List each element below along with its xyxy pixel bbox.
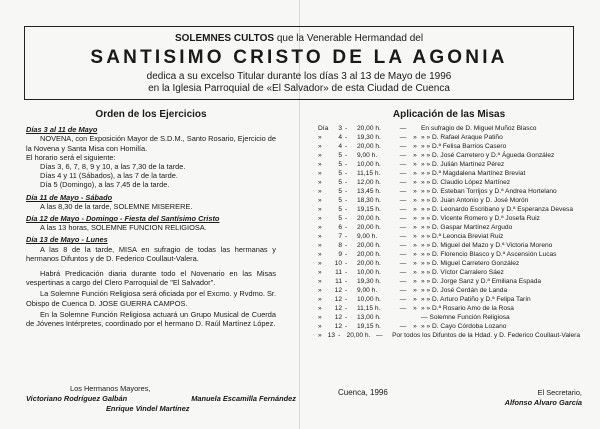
mass-cell-t: 10,00 h. xyxy=(357,161,381,168)
mass-cell-a: » xyxy=(318,323,322,330)
signers-row xyxy=(26,394,296,404)
mass-row xyxy=(318,295,580,304)
mass-cell-q2: » xyxy=(413,278,417,285)
mass-cell-s: - xyxy=(345,125,348,132)
mass-cell-a: » xyxy=(318,278,322,285)
mass-cell-s: - xyxy=(345,278,348,285)
mass-cell-t: 9,00 h. xyxy=(357,233,378,240)
mass-cell-q1: — xyxy=(399,125,407,132)
mass-cell-d: 6 xyxy=(338,224,342,231)
exercises-column xyxy=(26,110,276,328)
mass-cell-q1: — xyxy=(399,215,407,222)
mass-cell-a: » xyxy=(318,170,322,177)
mass-cell-a: » xyxy=(318,296,322,303)
mass-cell-a: » xyxy=(318,251,322,258)
mass-cell-a: » xyxy=(318,260,322,267)
mass-cell-t: 20,00 h. xyxy=(357,224,381,231)
mass-row xyxy=(318,259,580,268)
masses-column xyxy=(318,110,580,340)
mass-cell-s: - xyxy=(345,188,348,195)
mass-cell-t: 19,30 h. xyxy=(357,278,381,285)
mass-cell-q2: » xyxy=(413,161,417,168)
mass-cell-a: » xyxy=(318,215,322,222)
mass-cell-a: » xyxy=(318,242,322,249)
mass-cell-q1: — xyxy=(399,197,407,204)
mass-row xyxy=(318,331,580,340)
mass-cell-a: Día xyxy=(318,125,329,132)
secretary-label: El Secretario, xyxy=(537,388,582,397)
mass-cell-s: - xyxy=(338,332,341,339)
mass-cell-d: 12 xyxy=(334,305,342,312)
mass-cell-s: - xyxy=(345,197,348,204)
mass-row xyxy=(318,205,580,214)
mass-cell-q1: — xyxy=(376,332,383,339)
mass-row xyxy=(318,214,580,223)
mass-cell-t: 10,00 h. xyxy=(357,296,381,303)
mass-cell-a: » xyxy=(318,179,322,186)
mass-row xyxy=(318,133,580,142)
mass-cell-s: - xyxy=(345,260,348,267)
section-heading: Día 12 de Mayo - Domingo - Fiesta del Santísimo Cristo xyxy=(26,214,220,224)
section-text: A las 8,30 de la tarde, SOLEMNE MISERERE. xyxy=(40,201,193,211)
mass-cell-t: 20,00 h. xyxy=(357,215,381,222)
mass-cell-n: » » D. Claudio López Martínez xyxy=(421,179,511,186)
mass-row xyxy=(318,124,580,133)
mass-cell-s: - xyxy=(345,152,348,159)
mass-cell-q1: — xyxy=(399,152,407,159)
header-intro-rest: que la Venerable Hermandad del xyxy=(274,33,424,44)
mass-cell-s: - xyxy=(345,233,348,240)
mass-cell-q1: — xyxy=(399,278,407,285)
mass-cell-a: » xyxy=(318,269,322,276)
mass-cell-s: - xyxy=(345,134,348,141)
mass-cell-q1: — xyxy=(399,251,407,258)
mass-cell-q1: — xyxy=(399,233,407,240)
mass-cell-q1 xyxy=(397,313,409,322)
mass-cell-s: - xyxy=(345,161,348,168)
mass-cell-s: - xyxy=(345,251,348,258)
mass-cell-a: » xyxy=(318,233,322,240)
mass-cell-t: 19,30 h. xyxy=(357,134,381,141)
mass-cell-q2: » xyxy=(413,242,417,249)
section-text: A las 13 horas, SOLEMNE FUNCION RELIGIOSA. xyxy=(40,223,207,233)
signature-right xyxy=(472,388,582,408)
mass-cell-s: - xyxy=(345,269,348,276)
mass-cell-q1: — xyxy=(399,323,407,330)
mass-cell-a: » xyxy=(318,152,322,159)
mass-cell-q1: — xyxy=(399,269,407,276)
exercises-title: Orden de los Ejercicios xyxy=(95,109,207,120)
mass-cell-s: - xyxy=(345,224,348,231)
section-heading: Día 11 de Mayo - Sábado xyxy=(26,192,113,202)
mass-cell-q1: — xyxy=(399,305,407,312)
mass-cell-t: 20,00 h. xyxy=(357,260,381,267)
mass-cell-n: » » D. Esteban Torrijos y D.ª Andrea Hortelano xyxy=(421,188,557,195)
header-dates: dedica a su excelso Titular durante los días 3 al 13 de Mayo de 1996 xyxy=(146,71,452,82)
mass-cell-d: 5 xyxy=(338,170,342,177)
mass-cell-q1: — xyxy=(399,143,407,150)
mass-cell-a: » xyxy=(318,197,322,204)
masses-title: Aplicación de las Misas xyxy=(392,109,506,120)
section-heading: Días 3 al 11 de Mayo xyxy=(26,125,98,135)
mass-cell-t: 10,00 h. xyxy=(357,269,381,276)
mass-row xyxy=(318,250,580,259)
mass-row xyxy=(318,142,580,151)
note-paragraph: Habrá Predicación diaria durante todo el Novenario en las Misas vespertinas a cargo del Clero Parroquial de "El Salvador". xyxy=(26,269,276,288)
mass-cell-q1: — xyxy=(399,224,407,231)
mass-cell-n: » » D.ª Felisa Barrios Casero xyxy=(421,143,507,150)
mass-cell-s: - xyxy=(345,215,348,222)
mass-cell-d: 13 xyxy=(327,332,336,339)
signer-name: Manuela Escamilla Fernández xyxy=(191,394,296,403)
mass-cell-d: 11 xyxy=(335,269,342,276)
mass-cell-t: 11,15 h. xyxy=(357,305,381,312)
mass-cell-t: 20,00 h. xyxy=(357,242,381,249)
mass-cell-d: 5 xyxy=(338,152,342,159)
mass-cell-n: » » D. Miguel Carretero González xyxy=(421,260,520,267)
mass-cell-d: 12 xyxy=(334,314,342,321)
mass-cell-d: 5 xyxy=(338,197,342,204)
mass-cell-t: 20,00 h. xyxy=(346,332,371,339)
schedule-line: Días 4 y 11 (Sábados), a las 7 de la tarde. xyxy=(40,171,178,181)
mass-row xyxy=(318,169,580,178)
mass-cell-t: 20,00 h. xyxy=(357,125,381,132)
section-text: NOVENA, con Exposición Mayor de S.D.M., Santo Rosario, Ejercicio de la Novena y Santa Misa con Homilía. xyxy=(26,134,276,153)
mass-cell-q1: — xyxy=(399,170,407,177)
mass-cell-d: 12 xyxy=(334,296,342,303)
mass-cell-q2: » xyxy=(413,305,417,312)
mass-cell-d: 4 xyxy=(338,134,342,141)
mass-cell-n: » » D. José Cerdán de Landa xyxy=(421,287,508,294)
mass-row xyxy=(318,241,580,250)
schedule-line: Día 5 (Domingo), a las 7,45 de la tarde. xyxy=(40,180,170,190)
mass-cell-n: En sufragio de D. Miguel Muñoz Blasco xyxy=(421,125,537,132)
mass-cell-d: 8 xyxy=(338,242,342,249)
mass-cell-q2: » xyxy=(413,251,417,258)
mass-cell-a: » xyxy=(318,314,322,321)
mass-cell-n: » » D. Leonardo Escribano y D.ª Esperanza Devesa xyxy=(421,206,573,213)
mass-cell-t: 9,00 h. xyxy=(357,287,378,294)
mass-cell-d: 10 xyxy=(334,260,342,267)
signers-label: Los Hermanos Mayores, xyxy=(70,384,151,393)
mass-cell-n: » » D. Rafael Araque Patiño xyxy=(421,134,503,141)
mass-cell-a: » xyxy=(318,134,322,141)
mass-cell-q2 xyxy=(384,331,393,340)
header-intro-bold: SOLEMNES CULTOS xyxy=(174,33,275,44)
schedule-line: Días 3, 6, 7, 8, 9 y 10, a las 7,30 de la tarde. xyxy=(40,162,186,172)
mass-cell-t: 20,00 h. xyxy=(357,143,381,150)
mass-cell-n: » » D. Vicente Romero y D.ª Josefa Ruiz xyxy=(421,215,540,222)
mass-cell-a: » xyxy=(318,305,322,312)
mass-cell-q2: » xyxy=(413,224,417,231)
mass-cell-q1: — xyxy=(399,296,407,303)
mass-row xyxy=(318,286,580,295)
mass-row xyxy=(318,304,580,313)
signer-name: Enrique Vindel Martínez xyxy=(106,404,190,413)
mass-cell-a: » xyxy=(318,224,322,231)
mass-cell-n: » » D. Gaspar Martínez Argudo xyxy=(421,224,513,231)
mass-cell-d: 5 xyxy=(338,215,342,222)
masses-list xyxy=(318,124,580,340)
mass-cell-s: - xyxy=(345,170,348,177)
mass-row xyxy=(318,178,580,187)
mass-cell-d: 5 xyxy=(338,188,342,195)
mass-cell-q2: » xyxy=(413,323,417,330)
header-box xyxy=(24,26,574,100)
mass-cell-q1: — xyxy=(399,287,407,294)
mass-cell-t: 12,00 h. xyxy=(357,179,381,186)
mass-cell-t: 19,15 h. xyxy=(357,206,381,213)
section-heading: Día 13 de Mayo - Lunes xyxy=(26,235,108,245)
mass-cell-q2: » xyxy=(413,188,417,195)
mass-cell-q2 xyxy=(409,124,421,133)
mass-cell-t: 20,00 h. xyxy=(357,251,381,258)
mass-cell-d: 11 xyxy=(335,278,342,285)
mass-cell-q2: » xyxy=(413,197,417,204)
note-paragraph: En la Solemne Función Religiosa actuará un Grupo Musical de Cuerda de Jóvenes Intérpretes, coordinado por el hermano D. Raúl Martínez López. xyxy=(26,309,276,329)
mass-cell-d: 12 xyxy=(334,287,342,294)
mass-cell-n: » » D. Florencio Blasco y D.ª Ascensión Lucas xyxy=(421,251,557,258)
mass-cell-s: - xyxy=(345,206,348,213)
mass-cell-n: » » D. Jorge Sanz y D.ª Emiliana Espada xyxy=(421,278,542,285)
mass-cell-d: 5 xyxy=(338,161,342,168)
mass-cell-a: » xyxy=(318,143,322,150)
mass-cell-d: 7 xyxy=(338,233,342,240)
mass-cell-n: » » D. Víctor Carralero Sáez xyxy=(421,269,504,276)
mass-cell-t: 13,45 h. xyxy=(357,188,381,195)
mass-cell-n: — Solemne Función Religiosa xyxy=(421,314,510,321)
mass-row xyxy=(318,232,580,241)
mass-cell-d: 5 xyxy=(338,206,342,213)
mass-cell-q2 xyxy=(409,313,421,322)
mass-cell-n: » » D.ª Leoncia Breviat Ruiz xyxy=(421,233,504,240)
mass-cell-s: - xyxy=(345,287,348,294)
mass-cell-d: 12 xyxy=(334,323,342,330)
mass-cell-n: » » D. Arturo Patiño y D.ª Felipa Tarín xyxy=(421,296,531,303)
mass-cell-s: - xyxy=(345,179,348,186)
mass-cell-d: 4 xyxy=(338,143,342,150)
mass-row xyxy=(318,268,580,277)
mass-cell-a: » xyxy=(318,188,322,195)
mass-cell-q2: » xyxy=(413,143,417,150)
mass-row xyxy=(318,313,580,322)
section-text: El horario será el siguiente: xyxy=(26,152,116,162)
mass-cell-d: 9 xyxy=(338,251,342,258)
mass-cell-q2: » xyxy=(413,152,417,159)
mass-cell-q2: » xyxy=(413,296,417,303)
mass-cell-t: 11,15 h. xyxy=(357,170,381,177)
mass-cell-d: 3 xyxy=(338,125,342,132)
mass-cell-n: » » D.ª Magdalena Martínez Breviat xyxy=(421,170,526,177)
mass-row xyxy=(318,196,580,205)
mass-cell-t: 13,00 h. xyxy=(357,314,381,321)
mass-cell-n: » » D.ª Rosario Amo de la Rosa xyxy=(421,305,514,312)
mass-row xyxy=(318,322,580,331)
secretary-name: Alfonso Alvaro García xyxy=(504,398,582,407)
mass-cell-s: - xyxy=(345,242,348,249)
mass-cell-q2: » xyxy=(413,134,417,141)
mass-cell-q1: — xyxy=(399,206,407,213)
mass-cell-a: » xyxy=(318,332,322,339)
mass-cell-a: » xyxy=(318,287,322,294)
mass-cell-s: - xyxy=(345,314,348,321)
mass-row xyxy=(318,277,580,286)
mass-cell-a: » xyxy=(318,206,322,213)
mass-cell-q2: » xyxy=(413,170,417,177)
mass-cell-n: » » D. Cayo Córdoba Lozano xyxy=(421,323,507,330)
mass-cell-s: - xyxy=(345,296,348,303)
mass-row xyxy=(318,223,580,232)
mass-cell-s: - xyxy=(345,143,348,150)
mass-cell-q2: » xyxy=(413,260,417,267)
mass-cell-q1: — xyxy=(399,134,407,141)
note-paragraph: La Solemne Función Religiosa será oficiada por el Excmo. y Rvdmo. Sr. Obispo de Cuenca D. JOSE GUERRA CAMPOS. xyxy=(26,289,276,308)
signer-name: Victoriano Rodríguez Galbán xyxy=(26,394,128,403)
mass-cell-s: - xyxy=(345,323,348,330)
mass-cell-q2: » xyxy=(413,269,417,276)
mass-cell-q1: — xyxy=(399,161,407,168)
mass-row xyxy=(318,187,580,196)
header-intro xyxy=(25,33,573,44)
mass-row xyxy=(318,160,580,169)
mass-cell-n: » » D. José Carretero y D.ª Águeda González xyxy=(421,152,555,159)
mass-cell-d: 5 xyxy=(338,179,342,186)
place-date: Cuenca, 1996 xyxy=(338,388,388,397)
mass-cell-n: » » D. Juan Antonio y D. José Morón xyxy=(421,197,529,204)
mass-cell-q2: » xyxy=(413,179,417,186)
mass-row xyxy=(318,151,580,160)
mass-cell-t: 9,00 h. xyxy=(357,152,378,159)
mass-cell-n: » » D. Miguel del Mazo y D.ª Victoria Moreno xyxy=(421,242,553,249)
mass-cell-q2: » xyxy=(413,287,417,294)
signatures-left xyxy=(26,384,296,414)
mass-cell-q2: » xyxy=(413,206,417,213)
mass-cell-t: 19,15 h. xyxy=(357,323,381,330)
header-place: en la Iglesia Parroquial de «El Salvador» de esta Ciudad de Cuenca xyxy=(148,83,450,94)
mass-cell-q2: » xyxy=(413,233,417,240)
mass-cell-q1: — xyxy=(399,242,407,249)
mass-cell-s: - xyxy=(345,305,348,312)
section-text: A las 8 de la tarde, MISA en sufragio de todas las hermanas y hermanos Difuntos y de D. Federico Coullaut-Valera. xyxy=(26,244,276,263)
mass-cell-q1: — xyxy=(399,188,407,195)
mass-cell-n: Por todos los Difuntos de la Hdad. y D. Federico Coullaut-Valera xyxy=(392,332,580,339)
header-title: SANTISIMO CRISTO DE LA AGONIA xyxy=(90,47,508,68)
mass-cell-t: 18,30 h. xyxy=(357,197,381,204)
mass-cell-q2: » xyxy=(413,215,417,222)
mass-cell-q1: — xyxy=(399,179,407,186)
mass-cell-a: » xyxy=(318,161,322,168)
mass-cell-q1: — xyxy=(399,260,407,267)
mass-cell-n: » » D. Julián Martínez Pérez xyxy=(421,161,505,168)
